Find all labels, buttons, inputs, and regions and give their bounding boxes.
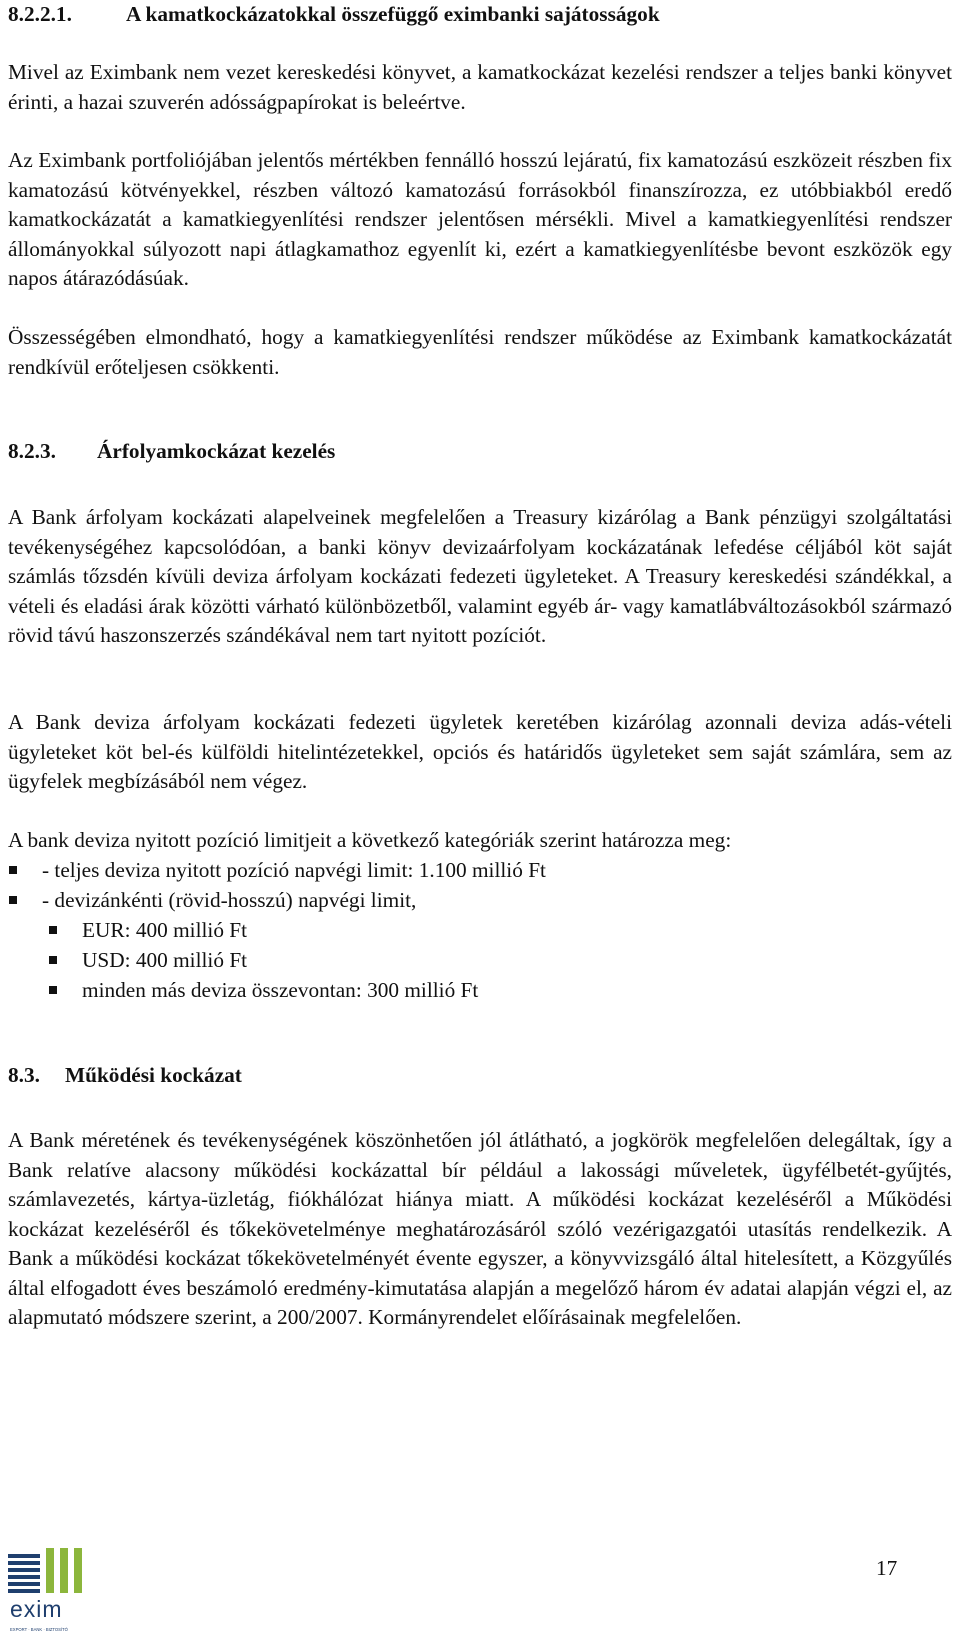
list-item: EUR: 400 millió Ft — [8, 915, 952, 945]
paragraph: Összességében elmondható, hogy a kamatkiegyenlítési rendszer működése az Eximbank kamatkockázatát rendkívül erőteljesen csökkenti. — [8, 325, 952, 379]
logo-text: exim — [10, 1596, 63, 1622]
exim-logo — [8, 1548, 98, 1634]
square-bullet-icon — [49, 926, 57, 934]
heading-title: A kamatkockázatokkal összefüggő eximbanki sajátosságok — [126, 2, 660, 26]
square-bullet-icon — [9, 866, 17, 874]
square-bullet-icon — [9, 896, 17, 904]
paragraph: Mivel az Eximbank nem vezet kereskedési könyvet, a kamatkockázat kezelési rendszer a teljes banki könyvet érinti, a hazai szuverén adósságpapírokat is beleértve. — [8, 60, 952, 114]
paragraph: A Bank deviza árfolyam kockázati fedezeti ügyletek keretében kizárólag azonnali deviza adás-vételi ügyleteket köt bel-és külföldi hitelintézetekkel, opciós és határidős ügyleteket sem saját számlára, sem az ügyfelek megbízásából nem végez. — [8, 710, 952, 793]
heading-number: 8.3. — [8, 1063, 40, 1087]
list-item: minden más deviza összevontan: 300 millió Ft — [8, 975, 952, 1005]
heading-823 — [8, 437, 952, 467]
logo-tagline: EXPORT · BANK · BIZTOSÍTÓ — [10, 1627, 68, 1632]
square-bullet-icon — [49, 986, 57, 994]
heading-8221 — [8, 0, 952, 30]
paragraph: A Bank árfolyam kockázati alapelveinek megfelelően a Treasury kizárólag a Bank pénzügyi szolgáltatási tevékenységéhez kapcsolódóan, a banki könyv devizaárfolyam kockázatának lefedése céljából köt saját számlás tőzsdén kívüli deviza árfolyam kockázati fedezeti ügyleteket. A Treasury kereskedési szándékkal, a vételi és eladási árak közötti várható különbözetből, valamint egyéb ár- vagy kamatlábváltozásokból származó rövid távú haszonszerzés szándékával nem tart nyitott pozíciót. — [8, 505, 952, 647]
list-item: - devizánkénti (rövid-hosszú) napvégi limit, — [8, 885, 952, 915]
heading-title: Árfolyamkockázat kezelés — [97, 439, 336, 463]
logo-bars-icon — [8, 1548, 82, 1593]
heading-number: 8.2.2.1. — [8, 2, 72, 26]
limit-list — [8, 855, 952, 1005]
paragraph: A bank deviza nyitott pozíció limitjeit a következő kategóriák szerint határozza meg: — [8, 828, 732, 852]
square-bullet-icon — [49, 956, 57, 964]
heading-number: 8.2.3. — [8, 439, 56, 463]
page-number: 17 — [876, 1556, 898, 1580]
paragraph: A Bank méretének és tevékenységének köszönhetően jól átlátható, a jogkörök megfelelően delegáltak, így a Bank relatíve alacsony működési kockázattal bír például a lakossági műveletek, ügyfélbetét-gyűjtés, számlavezetés, kártya-üzletág, fiókhálózat hiánya miatt. A működési kockázat kezeléséről a Működési kockázat kezeléséről és tőkekövetelménye meghatározásáról szóló vezérigazgatói utasítás rendelkezik. A Bank a működési kockázat tőkekövetelményét évente egyszer, a könyvvizsgáló által hitelesített, a Közgyűlés által elfogadott éves beszámoló eredmény-kimutatása alapján a megelőző három év adatai alapján végzi el, az alapmutató módszere szerint, a 200/2007. Kormányrendelet előírásainak megfelelően. — [8, 1128, 952, 1329]
heading-title: Működési kockázat — [65, 1063, 242, 1087]
paragraph: Az Eximbank portfoliójában jelentős mértékben fennálló hosszú lejáratú, fix kamatozású eszközeit részben fix kamatozású kötvényekkel, részben változó kamatozású forrásokból finanszírozza, ez utóbbiakból eredő kamatkockázatát a kamatkiegyenlítési rendszer jelentősen mérsékli. Mivel a kamatkiegyenlítési rendszer állományokkal súlyozott napi átlagkamathoz egyenlít ki, ezért a kamatkiegyenlítésbe bevont eszközök egy napos átárazódásúak. — [8, 148, 952, 290]
list-item: USD: 400 millió Ft — [8, 945, 952, 975]
list-item: - teljes deviza nyitott pozíció napvégi limit: 1.100 millió Ft — [8, 855, 952, 885]
heading-83 — [8, 1061, 952, 1091]
